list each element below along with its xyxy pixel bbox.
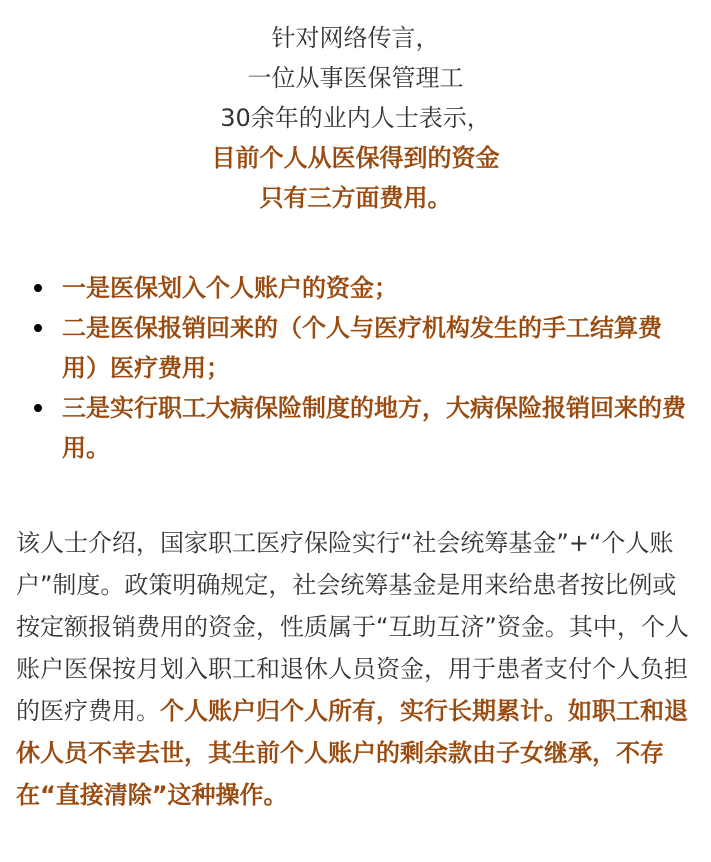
bullet-icon	[34, 284, 42, 292]
body-highlight-text: 个人账户归个人所有，实行长期累计。如职工和退休人员不幸去世，其生前个人账户的剩余款由子女继承，不存在“直接清除”这种操作。	[16, 697, 688, 809]
bullet-icon	[34, 404, 42, 412]
intro-highlight-line-2: 只有三方面费用。	[259, 184, 452, 212]
bullet-icon	[34, 324, 42, 332]
list-item-text: 一是医保划入个人账户的资金；	[62, 274, 398, 302]
list-item-text: 二是医保报销回来的（个人与医疗机构发生的手工结算费用）医疗费用；	[62, 314, 662, 382]
body-plain-text: 该人士介绍，国家职工医疗保险实行“社会统筹基金”+“个人账户”制度。政策明确规定，社会统筹基金是用来给患者按比例或按定额报销费用的资金，性质属于“互助互济”资金。其中，个人账户医保按月划入职工和退休人员资金，用于患者支付个人负担的医疗费用。	[16, 529, 689, 725]
list-item	[0, 268, 711, 308]
list-item	[0, 388, 711, 468]
intro-block	[0, 18, 711, 218]
list-item	[0, 308, 711, 388]
list-item-text: 三是实行职工大病保险制度的地方，大病保险报销回来的费用。	[62, 394, 686, 462]
intro-highlight-line-1: 目前个人从医保得到的资金	[211, 144, 500, 172]
intro-line-2: 一位从事医保管理工	[247, 64, 464, 92]
body-paragraph	[16, 522, 696, 816]
intro-line-3: 30余年的业内人士表示，	[220, 104, 491, 132]
funds-list	[0, 268, 711, 468]
intro-line-1: 针对网络传言，	[271, 24, 440, 52]
